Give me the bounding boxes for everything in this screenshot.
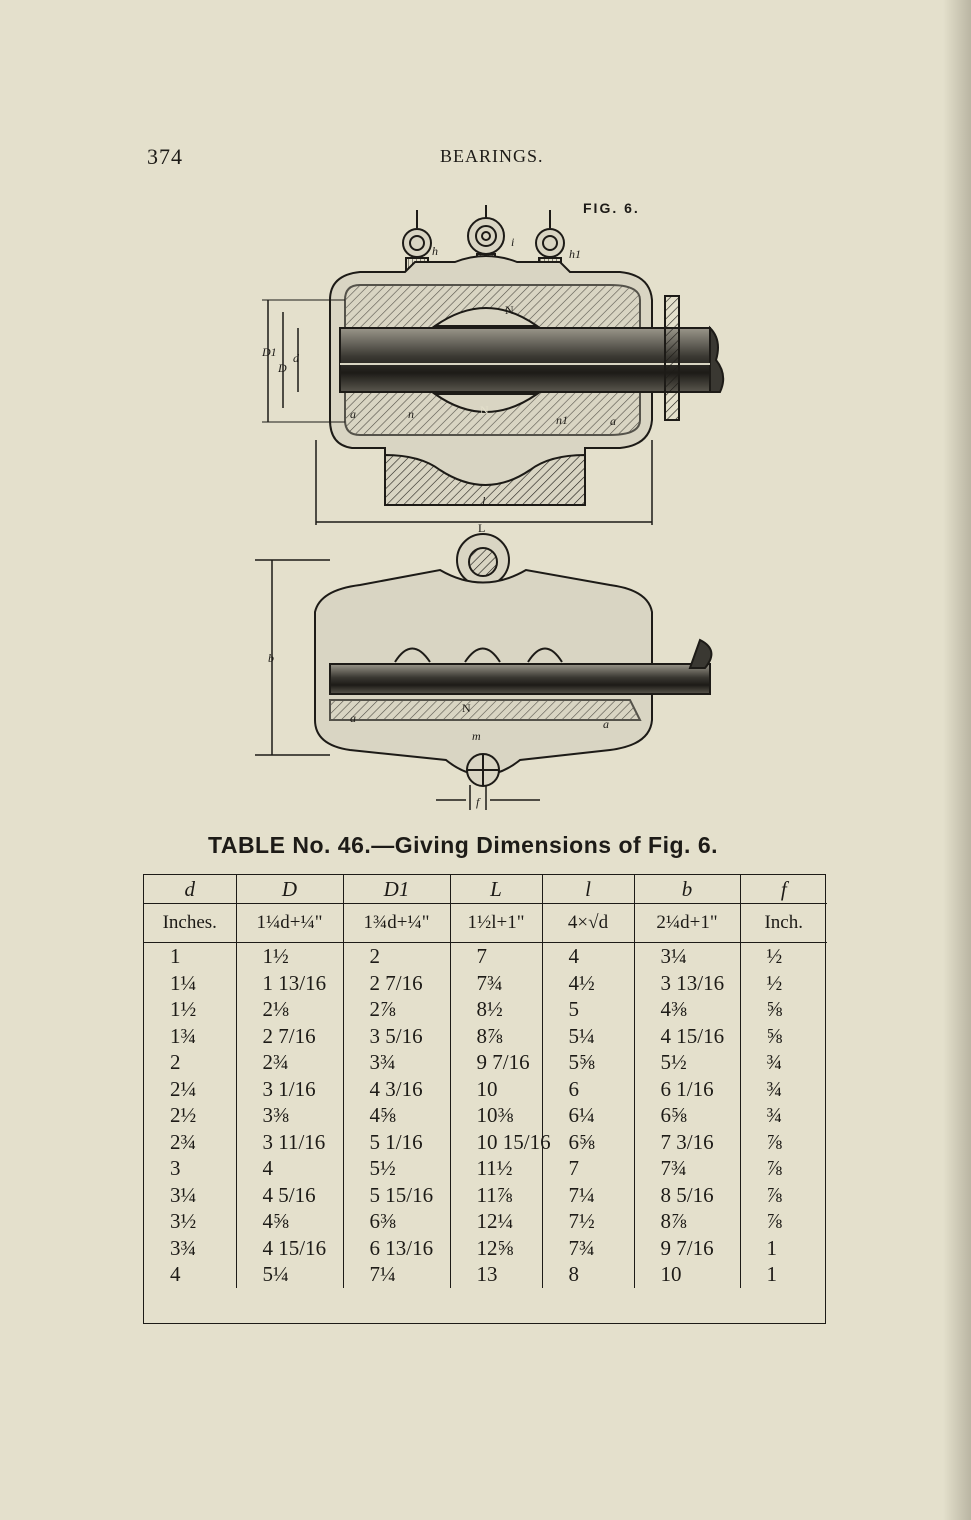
callout-l: l (482, 494, 486, 508)
table-cell: 7¾ (450, 970, 542, 997)
table-cell: 7¼ (343, 1261, 450, 1288)
table-cell: 4½ (542, 970, 634, 997)
plan-shaft (330, 664, 710, 694)
table-cell: 4 (542, 943, 634, 970)
col-header: d (144, 875, 236, 904)
table-cell: 5 15/16 (343, 1182, 450, 1209)
table-cell: 3⅜ (236, 1102, 343, 1129)
unit-cell: 1½l+1" (450, 904, 542, 943)
table-cell: ¾ (740, 1076, 827, 1103)
callout-b: b (268, 651, 274, 665)
table-cell: 8⅞ (634, 1208, 740, 1235)
table-cell: 6¼ (542, 1102, 634, 1129)
table-row (144, 943, 827, 970)
table-cell: 3¾ (343, 1049, 450, 1076)
table-cell: 1 (740, 1261, 827, 1288)
table-row (144, 1049, 827, 1076)
callout-i: i (511, 235, 515, 249)
table-cell: 2½ (170, 1103, 197, 1128)
table-cell: ½ (740, 943, 827, 970)
table-cell: 1 (170, 944, 181, 969)
table-cell: 6 13/16 (343, 1235, 450, 1262)
col-header: D (236, 875, 343, 904)
table-cell: 8 (542, 1261, 634, 1288)
table-cell: 4⅜ (634, 996, 740, 1023)
table-row (144, 1023, 827, 1050)
table-cell: 7¾ (542, 1235, 634, 1262)
table-cell: 6⅝ (634, 1102, 740, 1129)
table-cell: ⅝ (740, 1023, 827, 1050)
table-cell: 3½ (170, 1209, 197, 1234)
callout-L: L (478, 521, 486, 535)
table-cell: 10 15/16 (450, 1129, 542, 1156)
col-header: b (634, 875, 740, 904)
table-cell: 7 (542, 1155, 634, 1182)
table-cell: 10 (634, 1261, 740, 1288)
table-units-row (144, 904, 827, 943)
figure-label: FIG. 6. (583, 200, 640, 216)
callout-h: h (432, 244, 438, 258)
table-cell: 3 11/16 (236, 1129, 343, 1156)
table-cell: 3 13/16 (634, 970, 740, 997)
callout-m: m (472, 729, 481, 743)
shaft (340, 328, 710, 392)
callout-n-upper: N (505, 303, 514, 317)
table-cell: 5¼ (542, 1023, 634, 1050)
table-cell: 4⅝ (236, 1208, 343, 1235)
table-cell: 8 5/16 (634, 1182, 740, 1209)
callout-d1: D1 (262, 345, 277, 359)
table-row (144, 996, 827, 1023)
callout-n1: n1 (556, 413, 568, 427)
dimensions-table (143, 874, 826, 1324)
table-cell: 5⅝ (542, 1049, 634, 1076)
table-cell: 9 7/16 (634, 1235, 740, 1262)
table-cell: ½ (740, 970, 827, 997)
unit-cell: 1¼d+¼" (236, 904, 343, 943)
unit-cell: 2¼d+1" (634, 904, 740, 943)
table-row (144, 1182, 827, 1209)
unit-cell: Inches. (144, 904, 236, 943)
table-cell: 5 1/16 (343, 1129, 450, 1156)
col-header: f (740, 875, 827, 904)
table-row (144, 1155, 827, 1182)
callout-a-left: a (350, 407, 356, 421)
table-cell: 10⅜ (450, 1102, 542, 1129)
table-cell: 2⅛ (236, 996, 343, 1023)
table-row (144, 1208, 827, 1235)
table-cell: 6⅝ (542, 1129, 634, 1156)
unit-cell: 4×√d (542, 904, 634, 943)
table-cell: 2¾ (236, 1049, 343, 1076)
col-header: L (450, 875, 542, 904)
table-cell: 6 1/16 (634, 1076, 740, 1103)
table-cell: ⅝ (740, 996, 827, 1023)
table-cell: 1 13/16 (236, 970, 343, 997)
callout-n: n (408, 407, 414, 421)
unit-cell: 1¾d+¼" (343, 904, 450, 943)
table-cell: 7¼ (542, 1182, 634, 1209)
table-cell: 13 (450, 1261, 542, 1288)
table-body (144, 943, 827, 1288)
table-cell: 3 (170, 1156, 181, 1181)
table-cell: 4 5/16 (236, 1182, 343, 1209)
table-cell: 5½ (343, 1155, 450, 1182)
table-cell: 8⅞ (450, 1023, 542, 1050)
table-row (144, 1261, 827, 1288)
table-cell: ⅞ (740, 1155, 827, 1182)
running-head: BEARINGS. (440, 146, 544, 166)
callout-d: d (293, 351, 299, 365)
table-cell: 2 7/16 (343, 970, 450, 997)
callout-d-outer: D (278, 361, 287, 375)
table-cell: 3¼ (634, 943, 740, 970)
table-cell: 3¼ (170, 1182, 197, 1207)
callout-a-plan-left: a (350, 711, 356, 725)
table-cell: ¾ (740, 1049, 827, 1076)
table-cell: 7½ (542, 1208, 634, 1235)
table-cell: 3 1/16 (236, 1076, 343, 1103)
table-cell: 1½ (236, 943, 343, 970)
table-cell: 12¼ (450, 1208, 542, 1235)
table-cell: 5 (542, 996, 634, 1023)
table-cell: 11⅞ (450, 1182, 542, 1209)
sectional-elevation (262, 205, 723, 525)
table-cell: 6 (542, 1076, 634, 1103)
callout-h1: h1 (569, 247, 581, 261)
unit-cell: Inch. (740, 904, 827, 943)
table-cell: 3 5/16 (343, 1023, 450, 1050)
callout-f: f (476, 795, 480, 809)
col-header: l (542, 875, 634, 904)
table-cell: 2¼ (170, 1076, 197, 1101)
table-cell: ¾ (740, 1102, 827, 1129)
table-cell: 1¾ (170, 1023, 197, 1048)
callout-n-plan: N (462, 701, 471, 715)
table-row (144, 1235, 827, 1262)
table-cell: 12⅝ (450, 1235, 542, 1262)
table-cell: 4 (236, 1155, 343, 1182)
table-row (144, 970, 827, 997)
table-title: TABLE No. 46.—Giving Dimensions of Fig. 6. (208, 832, 719, 858)
table-cell: 11½ (450, 1155, 542, 1182)
table-row (144, 1129, 827, 1156)
table-cell: 9 7/16 (450, 1049, 542, 1076)
table-cell: 4 (170, 1262, 181, 1287)
col-header: D1 (343, 875, 450, 904)
table-cell: 7¾ (634, 1155, 740, 1182)
table-cell: 3¾ (170, 1235, 197, 1260)
plan-view (255, 534, 711, 810)
table-cell: 4 3/16 (343, 1076, 450, 1103)
table-row (144, 1076, 827, 1103)
table-cell: 7 (450, 943, 542, 970)
table-cell: 5½ (634, 1049, 740, 1076)
table-cell: 10 (450, 1076, 542, 1103)
page-number: 374 (147, 144, 183, 169)
table-cell: 4 15/16 (236, 1235, 343, 1262)
table-row (144, 1102, 827, 1129)
table-cell: 8½ (450, 996, 542, 1023)
callout-a-right: a (610, 414, 616, 428)
table-cell: 2¾ (170, 1129, 197, 1154)
callout-a-plan-right: a (603, 717, 609, 731)
table-cell: ⅞ (740, 1182, 827, 1209)
table-cell: 4⅝ (343, 1102, 450, 1129)
table-cell: 2 (343, 943, 450, 970)
table-cell: ⅞ (740, 1208, 827, 1235)
table-cell: 1¼ (170, 970, 197, 995)
table-cell: ⅞ (740, 1129, 827, 1156)
table-cell: 7 3/16 (634, 1129, 740, 1156)
table-cell: 2 (170, 1050, 181, 1075)
table-cell: 1½ (170, 997, 197, 1022)
table-cell: 2 7/16 (236, 1023, 343, 1050)
callout-n-lower: N (480, 403, 489, 417)
table-cell: 4 15/16 (634, 1023, 740, 1050)
table-cell: 2⅞ (343, 996, 450, 1023)
table-cell: 5¼ (236, 1261, 343, 1288)
table-header-row (144, 875, 827, 904)
table-cell: 6⅜ (343, 1208, 450, 1235)
table-cell: 1 (740, 1235, 827, 1262)
